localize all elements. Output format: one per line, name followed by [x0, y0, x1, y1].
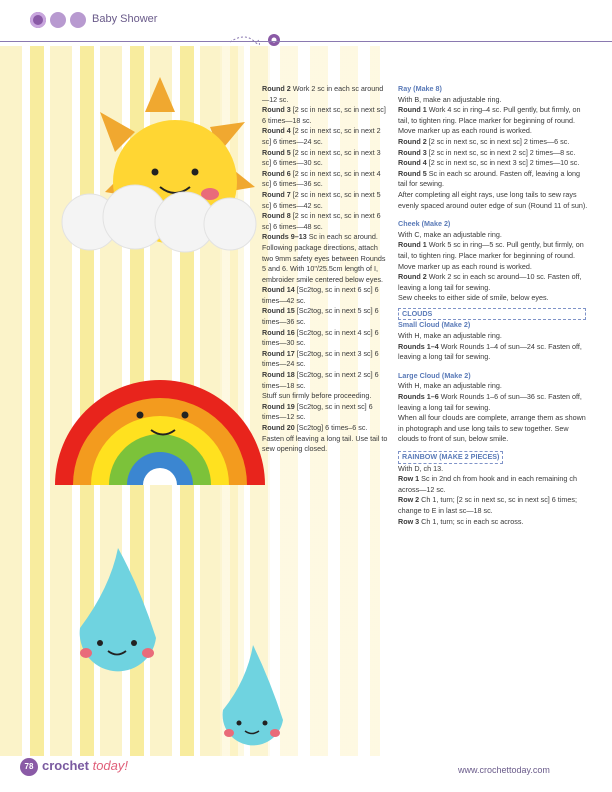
website-url[interactable]: www.crochettoday.com — [458, 765, 550, 775]
instruction-line: Round 4 [2 sc in next sc, sc in next 2 sc] 6 times—24 sc. — [262, 126, 381, 146]
instruction-line: With B, make an adjustable ring. — [398, 94, 502, 104]
instruction-line: Round 2 Work 2 sc in each sc around—10 sc. Fasten off, leaving a long tail for sewing. — [398, 272, 582, 292]
instruction-line: Round 14 [Sc2tog, sc in next 6 sc] 6 times—42 sc. — [262, 285, 379, 305]
small-cloud-heading: Small Cloud (Make 2) — [398, 320, 471, 330]
circle-icon — [50, 12, 66, 28]
instruction-line: Round 3 [2 sc in next sc, sc in next 2 sc] 2 times—8 sc. — [398, 147, 576, 157]
instruction-line: Following package directions, attach two 9mm safety eyes between Rounds 5 and 6. With 10"/25.5cm length of I, embroider smile centered below eyes. — [262, 242, 386, 284]
ray-heading: Ray (Make 8) — [398, 84, 442, 93]
instruction-line: After completing all eight rays, use long tails to sew rays evenly spaced around outer edge of sun (Round 11 of sun). — [398, 189, 588, 210]
instruction-line: Round 2 Work 2 sc in each sc around—12 sc. — [262, 84, 384, 104]
instruction-line: When all four clouds are complete, arrange them as shown in photograph and use long tails to sew together. Sew clouds to front of sun, below smile. — [398, 413, 586, 444]
raindrop-illustration — [70, 548, 160, 688]
instruction-line: Round 2 [2 sc in next sc, sc in next sc] 2 times—6 sc. — [398, 136, 570, 146]
instruction-line: Round 7 [2 sc in next sc, sc in next 5 sc] 6 times—42 sc. — [262, 189, 381, 210]
instruction-line: Round 1 Work 4 sc in ring–4 sc. Pull gently, but firmly, on tail, to tighten ring. Place marker for beginning of round. Move marker up as each round is worked. — [398, 105, 581, 136]
instruction-line: Rounds 1–6 Work Rounds 1–6 of sun—36 sc. Fasten off, leaving a long tail for sewing. — [398, 392, 582, 412]
instruction-line: Sew cheeks to either side of smile, below eyes. — [398, 293, 549, 303]
section-title: Baby Shower — [92, 13, 158, 25]
large-cloud-heading: Large Cloud (Make 2) — [398, 370, 471, 380]
instructions-left-column — [262, 84, 390, 455]
instruction-line: Rounds 9–13 Sc in each sc around. — [262, 232, 378, 242]
flower-icon — [30, 12, 46, 28]
instruction-line: Round 5 [2 sc in next sc, sc in next 3 sc] 6 times—30 sc. — [262, 147, 381, 168]
clouds-heading: CLOUDS — [398, 308, 590, 321]
page-header — [0, 0, 612, 46]
cheek-heading: Cheek (Make 2) — [398, 219, 451, 229]
instruction-line: Round 6 [2 sc in next sc, sc in next 4 sc] 6 times—36 sc. — [262, 168, 381, 189]
instruction-line: With H, make an adjustable ring. — [398, 331, 502, 341]
circle-icon — [70, 12, 86, 28]
instruction-line: Round 4 [2 sc in next sc, sc in next 3 sc] 2 times—10 sc. — [398, 158, 580, 168]
raindrop-illustration — [215, 645, 285, 760]
rainbow-heading: RAINBOW (MAKE 2 PIECES) — [398, 451, 590, 464]
instruction-line: Stuff sun firmly before proceeding. — [262, 391, 372, 401]
instruction-line: Rounds 1–4 Work Rounds 1–4 of sun—24 sc. Fasten off, leaving a long tail for sewing. — [398, 341, 582, 362]
page-number: 78 — [20, 758, 38, 776]
instruction-line: With C, make an adjustable ring. — [398, 229, 502, 239]
instruction-line: Round 16 [Sc2tog, sc in next 4 sc] 6 times—30 sc. — [262, 327, 379, 348]
instruction-line: Round 5 Sc in each sc around. Fasten off, leaving a long tail for sewing. — [398, 168, 581, 189]
instruction-line: Row 1 Sc in 2nd ch from hook and in each remaining ch across—12 sc. — [398, 474, 577, 494]
instruction-line: Round 19 [Sc2tog, sc in next sc] 6 times—12 sc. — [262, 401, 373, 422]
instruction-line: Round 3 [2 sc in next sc, sc in next sc] 6 times—18 sc. — [262, 105, 386, 125]
instruction-line: Round 20 [Sc2tog] 6 times–6 sc. Fasten off leaving a long tail. Use tail to sew opening closed. — [262, 423, 388, 454]
instruction-line: With H, make an adjustable ring. — [398, 381, 502, 391]
rainbow-illustration — [55, 335, 265, 495]
instructions-right-column — [398, 84, 590, 527]
instruction-line: Round 15 [Sc2tog, sc in next 5 sc] 6 times—36 sc. — [262, 306, 379, 327]
header-rule — [0, 41, 612, 42]
instruction-line: Round 18 [Sc2tog, sc in next 2 sc] 6 times—18 sc. — [262, 370, 379, 390]
instruction-line: With D, ch 13. — [398, 463, 444, 473]
brand-logo: crochet today! — [42, 758, 129, 773]
sun-cloud-illustration — [60, 72, 270, 272]
instruction-line: Row 2 Ch 1, turn; [2 sc in next sc, sc in next sc] 6 times; change to E in last sc—18 sc. — [398, 495, 577, 515]
instruction-line: Round 8 [2 sc in next sc, sc in next 6 sc] 6 times—48 sc. — [262, 211, 381, 231]
instruction-line: Row 3 Ch 1, turn; sc in each sc across. — [398, 516, 524, 526]
instruction-line: Round 17 [Sc2tog, sc in next 3 sc] 6 times—24 sc. — [262, 348, 379, 369]
instruction-line: Round 1 Work 5 sc in ring—5 sc. Pull gently, but firmly, on tail, to tighten ring. Place marker for beginning of round. Move marker up as each round is worked. — [398, 240, 584, 271]
